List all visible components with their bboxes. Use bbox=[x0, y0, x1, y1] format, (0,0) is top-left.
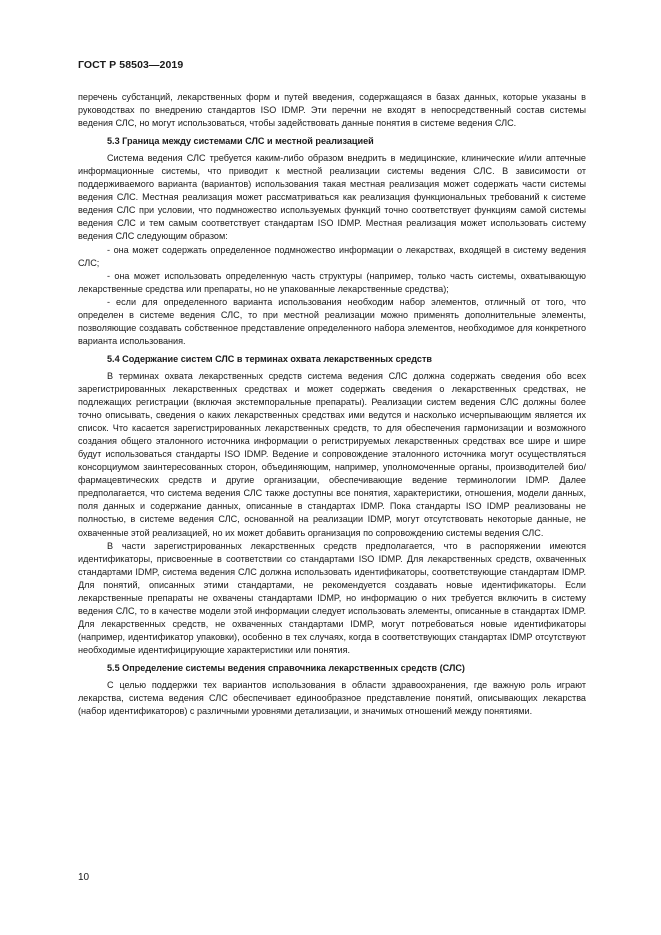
section-5-3-bullet-3: - если для определенного варианта использования необходим набор элементов, отличный от того, что определен в системе ведения СЛС, то при местной реализации можно применять дополнительные элементы, позволяющие создавать собственное представление определенного набора элементов, необходимое для конкретного варианта использования. bbox=[78, 296, 586, 346]
section-5-4-heading: 5.4 Содержание систем СЛС в терминах охвата лекарственных средств bbox=[107, 353, 433, 364]
document-header: ГОСТ Р 58503—2019 bbox=[78, 59, 184, 71]
intro-paragraph: перечень субстанций, лекарственных форм и путей введения, содержащаяся в базах данных, которые указаны в руководствах по внедрению стандартов ISO IDMP. Эти перечни не входят в непосредственный состав системы ведения СЛС, но могут использоваться, чтобы задействовать данные понятия в системе ведения СЛС. bbox=[78, 92, 586, 129]
section-5-4-paragraph-1: В терминах охвата лекарственных средств система ведения СЛС должна содержать сведения обо всех зарегистрированных лекарственных средствах и может содержать сведения о лекарственных средствах, не подлежащих регистрации (включая экстемпоральные препараты). Реализации систем ведения СЛС должны более точно описывать, сведения о каких лекарственных средствах ими ведутся и насколько исчерпывающим является их список. Что касается зарегистрированных лекарственных средств, то для обеспечения гармонизации и возможного создания общего эталонного источника информации о регистрируемых лекарственных средствах все шире и шире будут использоваться стандарты ISO IDMP. Ведение и сопровождение эталонного источника могут осуществляться консорциумом заинтересованных сторон, объединяющим, например, уполномоченные органы, производителей био/фармацевтических средств и другие организации, обеспечивающие ведение терминологии IDMP. Далее предполагается, что система ведения СЛС также доступны все понятия, характеристики, отношения, модели данных, поля данных и содержание данных, описанные в стандартах IDMP. Пока стандарты ISO IDMP реализованы не полностью, в системе ведения СЛС, основанной на реализации IDMP, могут отсутствовать некоторые данные, не охваченные этой реализацией, но их может добавить организация по сопровождению системы ведения СЛС. bbox=[78, 370, 586, 538]
section-5-3-paragraph: Система ведения СЛС требуется каким-либо образом внедрить в медицинские, клинические и/или аптечные информационные системы, что приводит к местной реализации системы ведения СЛС. В зависимости от поддерживаемого варианта (вариантов) использования такая местная реализация может содержать части системы ведения СЛС. Местная реализация может рассматриваться как реализация функциональных требований к системе ведения СЛС при условии, что подмножество используемых функций точно соответствует функциям самой системы ведения СЛС и тем самым соответствует стандартам ISO IDMP. Местная реализация может использовать систему ведения СЛС следующим образом: bbox=[78, 153, 586, 242]
section-5-3-bullet-1: - она может содержать определенное подмножество информации о лекарствах, входящей в систему ведения СЛС; bbox=[78, 244, 586, 268]
section-5-3-bullet-2: - она может использовать определенную часть структуры (например, только часть системы, охватывающую лекарственные средства или препараты, но не упакованные лекарственные средства); bbox=[78, 270, 586, 294]
page-number: 10 bbox=[78, 872, 90, 883]
section-5-5-paragraph: С целью поддержки тех вариантов использования в области здравоохранения, где важную роль играют лекарства, система ведения СЛС обеспечивает единообразное представление понятий, описывающих лекарства (набор идентификаторов) с различными уровнями детализации, и значимых отношений между понятиями. bbox=[78, 680, 586, 717]
section-5-5-heading: 5.5 Определение системы ведения справочника лекарственных средств (СЛС) bbox=[107, 662, 465, 673]
section-5-3-heading: 5.3 Граница между системами СЛС и местной реализацией bbox=[107, 136, 374, 147]
document-body bbox=[78, 91, 586, 718]
section-5-4-paragraph-2: В части зарегистрированных лекарственных средств предполагается, что в распоряжении имеются идентификаторы, присвоенные в соответствии со стандартами ISO IDMP. Для лекарственных средств, охваченных стандартами IDMP, система ведения СЛС должна использовать идентификаторы, соответствующие стандартам IDMP. Для понятий, описанных этими стандартами, не рекомендуется создавать новые идентификаторы. Если лекарственные препараты не охвачены стандартами IDMP, но информацию о них требуется включить в систему ведения СЛС, то в качестве модели этой информации следует использовать элементы, описанные в стандартах IDMP. Для лекарственных средств, не охваченных стандартами IDMP, могут потребоваться новые идентификаторы (например, идентификатор упаковки), особенно в тех случаях, когда в соответствующих стандартах IDMP отсутствуют необходимые идентифицирующие характеристики или понятия. bbox=[78, 540, 586, 655]
